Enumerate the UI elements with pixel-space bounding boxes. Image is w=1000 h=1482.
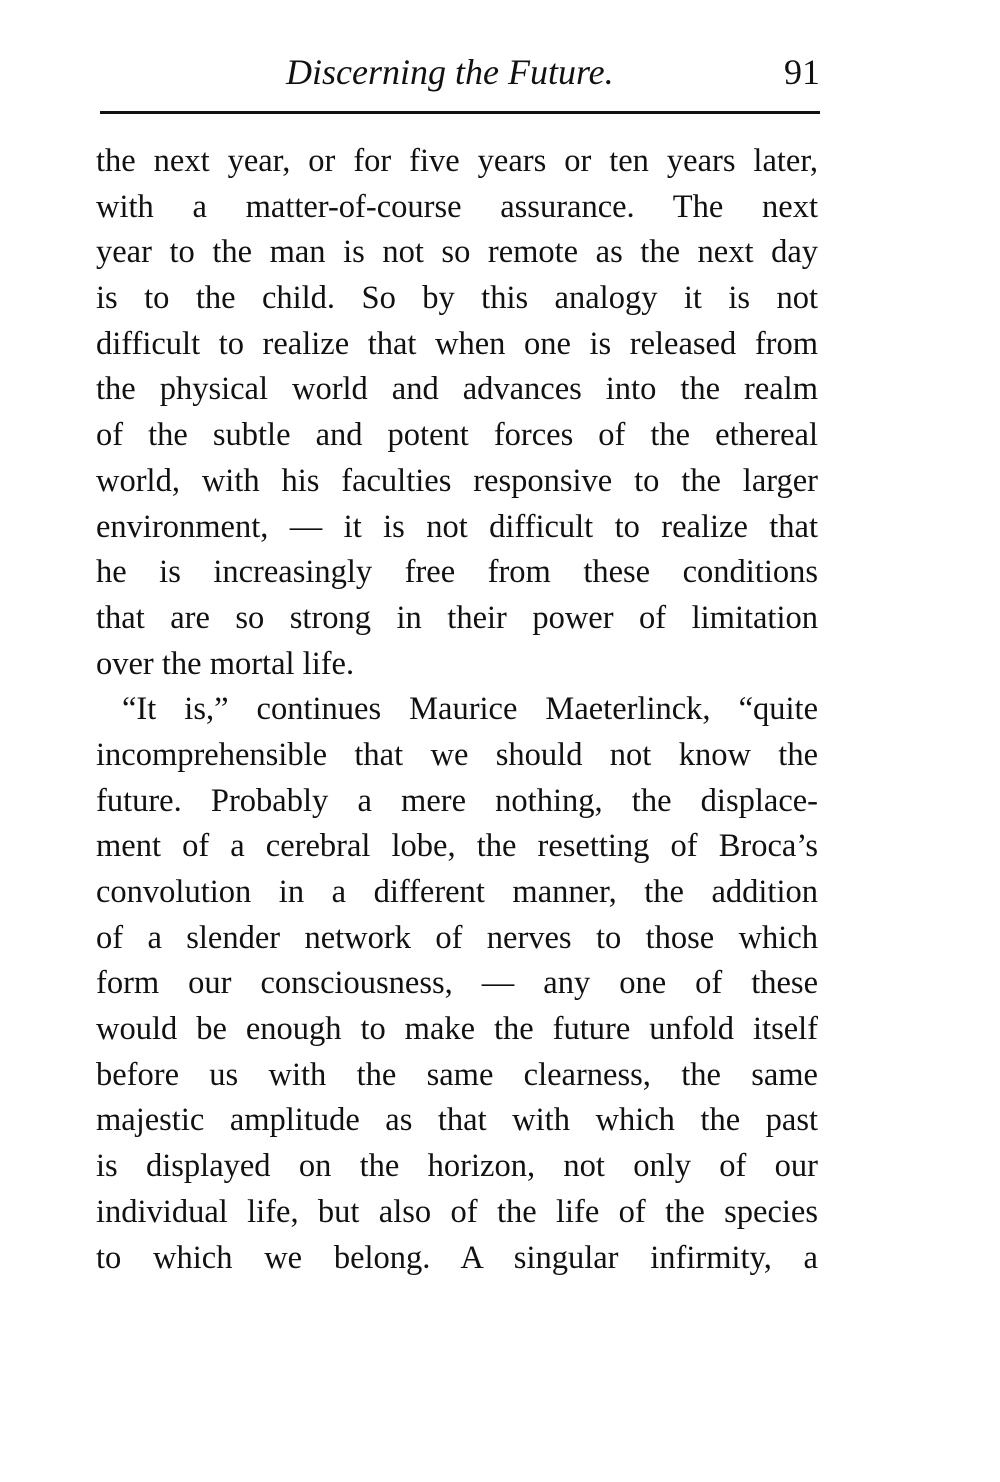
text-line: of a slender network of nerves to those which	[96, 919, 818, 956]
text-line: majestic amplitude as that with which the past	[96, 1102, 818, 1139]
text-line: is to the child. So by this analogy it is not	[96, 280, 818, 317]
text-line: to which we belong. A singular infirmity, a	[96, 1239, 818, 1276]
text-line: incomprehensible that we should not know the	[96, 736, 818, 773]
paragraph-start-line: “It is,” continues Maurice Maeterlinck, “quite	[122, 691, 818, 728]
text-line: of the subtle and potent forces of the ethereal	[96, 417, 818, 454]
text-line: the physical world and advances into the realm	[96, 371, 818, 408]
text-line: before us with the same clearness, the same	[96, 1056, 818, 1093]
header-rule	[100, 111, 820, 114]
text-line: he is increasingly free from these conditions	[96, 554, 818, 591]
text-line: environment, — it is not difficult to realize that	[96, 508, 818, 545]
text-line: individual life, but also of the life of the species	[96, 1193, 818, 1230]
text-line: year to the man is not so remote as the next day	[96, 234, 818, 271]
page-number: 91	[784, 52, 820, 92]
text-line: that are so strong in their power of limitation	[96, 599, 818, 636]
text-line: convolution in a different manner, the addition	[96, 874, 818, 910]
body-text	[96, 139, 818, 1281]
text-line: the next year, or for five years or ten years later,	[96, 143, 818, 179]
text-line: world, with his faculties responsive to the larger	[96, 462, 818, 499]
text-line: ment of a cerebral lobe, the resetting of Broca’s	[96, 828, 818, 865]
text-line: difficult to realize that when one is released from	[96, 325, 818, 362]
text-line: future. Probably a mere nothing, the displace-	[96, 782, 818, 819]
running-title: Discerning the Future.	[286, 52, 614, 92]
text-line: would be enough to make the future unfold itself	[96, 1011, 818, 1048]
text-line: form our consciousness, — any one of these	[96, 965, 818, 1002]
running-head	[96, 48, 820, 98]
text-line: is displayed on the horizon, not only of our	[96, 1148, 818, 1185]
paragraph-end-line: over the mortal life.	[96, 645, 355, 682]
text-line: with a matter-of-course assurance. The next	[96, 188, 818, 225]
